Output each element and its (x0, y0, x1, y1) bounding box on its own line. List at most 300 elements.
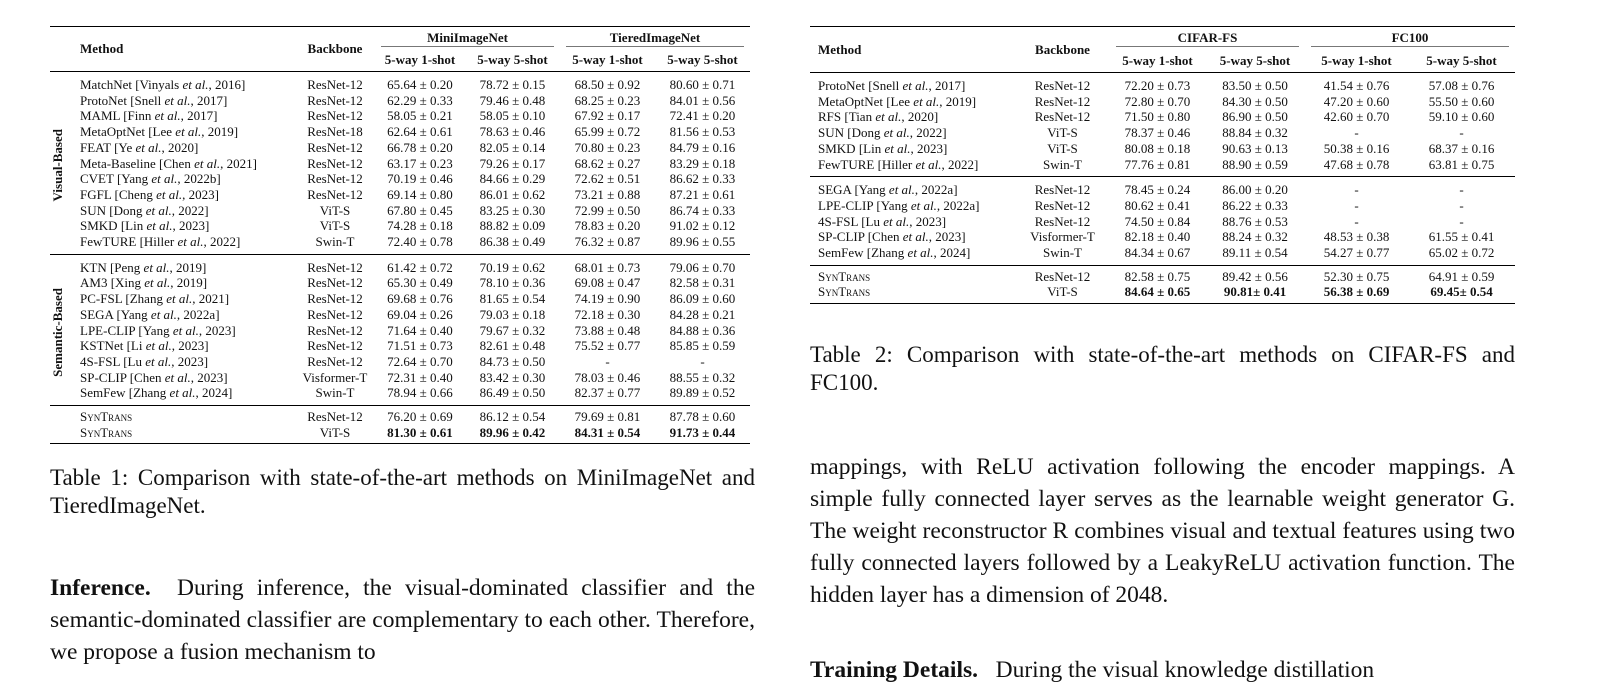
value-cell: 63.81 ± 0.75 (1428, 156, 1495, 172)
value-cell: 72.64 ± 0.70 (387, 353, 453, 369)
method-name: SEGA [Yang (80, 306, 151, 322)
et-al: et al. (182, 77, 209, 92)
method-name: SP-CLIP [Chen (818, 229, 903, 245)
method-year: , 2020] (161, 139, 199, 155)
method-year: , 2022] (203, 234, 241, 250)
value-cell: - (700, 353, 705, 369)
method-cell (80, 254, 295, 275)
value-cell: 78.94 ± 0.66 (387, 385, 453, 401)
table-row-ours (810, 284, 1515, 303)
backbone-cell: ResNet-18 (307, 124, 363, 140)
training-details-body: During the visual knowledge distillation (995, 657, 1375, 683)
et-al: et al. (902, 78, 929, 93)
value-cell: 76.32 ± 0.87 (574, 234, 641, 250)
header-sub: 5-way 1-shot (572, 52, 643, 68)
method-cell (810, 245, 1015, 265)
value-cell: 88.90 ± 0.59 (1222, 156, 1288, 172)
method-year: , 2022] (909, 125, 947, 141)
et-al: et al. (888, 182, 915, 198)
method-cell (80, 187, 295, 203)
empty-cell (50, 406, 80, 425)
backbone-cell: ResNet-12 (1034, 109, 1091, 125)
method-name: LPE-CLIP [Yang (80, 322, 173, 338)
header-group-1: CIFAR-FS (1116, 30, 1299, 47)
table-row (50, 72, 750, 93)
et-al: et al. (172, 322, 199, 338)
et-al: et al. (175, 124, 202, 140)
backbone-cell: ResNet-12 (307, 186, 363, 202)
value-cell: 86.12 ± 0.54 (479, 409, 546, 425)
architecture-paragraph (810, 451, 1515, 611)
et-al: et al. (164, 92, 191, 108)
value-cell: 79.03 ± 0.18 (479, 306, 546, 322)
value-cell: 79.06 ± 0.70 (669, 259, 736, 275)
method-year: , 2022] (941, 156, 979, 172)
header-backbone: Backbone (307, 41, 363, 57)
method-name: SemFew [Zhang (80, 385, 170, 401)
value-cell: 89.89 ± 0.52 (669, 385, 736, 401)
value-cell: 84.34 ± 0.67 (1124, 245, 1191, 261)
header-group-1: MiniImageNet (381, 30, 554, 47)
value-cell: 83.50 ± 0.50 (1222, 78, 1288, 93)
value-cell: 84.79 ± 0.16 (669, 139, 736, 155)
value-cell: 55.50 ± 0.60 (1428, 93, 1495, 109)
value-cell: 72.31 ± 0.40 (387, 369, 453, 385)
value-cell: - (1459, 213, 1464, 229)
value-cell: 71.50 ± 0.80 (1124, 109, 1191, 125)
method-cell (80, 338, 295, 354)
method-year: , 2024] (195, 385, 233, 401)
architecture-body: mappings, with ReLU activation following the encoder mappings. A simple fully connected layer serves as the learnable weight generator G. The weight reconstructor R combines visual and textual features using two fully connected layers followed by a LeakyReLU activation function. The hidden layer has a dimension of 2048. (810, 454, 1515, 608)
method-name: 4S-FSL [Lu (80, 353, 146, 369)
value-cell: 67.80 ± 0.45 (387, 202, 453, 218)
value-cell: 41.54 ± 0.76 (1323, 78, 1390, 93)
table-row (50, 218, 750, 234)
backbone-cell: ResNet-12 (307, 338, 363, 354)
method-year: , 2017] (190, 92, 228, 108)
method-cell (80, 354, 295, 370)
value-cell: 69.14 ± 0.80 (387, 186, 453, 202)
value-cell: - (1354, 197, 1359, 213)
method-cell (80, 72, 295, 93)
method-name: SMKD [Lin (818, 140, 885, 156)
et-al: et al. (875, 109, 902, 125)
method-name: KSTNet [Li (80, 338, 146, 354)
value-cell: 86.90 ± 0.50 (1222, 109, 1288, 125)
table-row (810, 141, 1515, 157)
et-al: et al. (144, 275, 171, 291)
method-cell: SynTrans (818, 268, 871, 284)
value-cell: 84.64 ± 0.65 (1124, 284, 1191, 300)
method-cell (810, 109, 1015, 125)
et-al: et al. (135, 139, 162, 155)
method-year: , 2017] (180, 108, 218, 124)
method-year: , 2023] (171, 353, 209, 369)
method-year: , 2023] (190, 369, 228, 385)
value-cell: 76.20 ± 0.69 (387, 409, 453, 425)
value-cell: 80.08 ± 0.18 (1124, 140, 1191, 156)
value-cell: 56.38 ± 0.69 (1323, 284, 1390, 300)
backbone-cell: Swin-T (1043, 245, 1082, 261)
backbone-cell: ViT-S (319, 218, 351, 234)
value-cell: 69.45± 0.54 (1430, 284, 1493, 300)
backbone-cell: Visformer-T (302, 369, 368, 385)
method-name: SUN [Dong (80, 202, 146, 218)
value-cell: - (1459, 182, 1464, 198)
value-cell: 69.68 ± 0.76 (387, 291, 453, 307)
value-cell: 84.31 ± 0.54 (574, 424, 641, 440)
value-cell: 62.64 ± 0.61 (387, 124, 453, 140)
value-cell: - (605, 353, 610, 369)
table-row (50, 203, 750, 219)
et-al: et al. (883, 125, 910, 141)
backbone-cell: Swin-T (315, 234, 355, 250)
training-details-paragraph (810, 654, 1515, 686)
value-cell: 74.19 ± 0.90 (574, 291, 641, 307)
method-name: ProtoNet [Snell (80, 92, 165, 108)
backbone-cell: Visformer-T (1030, 229, 1095, 245)
value-cell: 84.88 ± 0.36 (669, 322, 736, 338)
value-cell: 89.42 ± 0.56 (1222, 268, 1288, 284)
value-cell: 61.55 ± 0.41 (1428, 229, 1495, 245)
table-row (810, 125, 1515, 141)
value-cell: 79.46 ± 0.48 (479, 92, 546, 108)
value-cell: 72.99 ± 0.50 (574, 202, 641, 218)
value-cell: 91.73 ± 0.44 (669, 424, 736, 440)
value-cell: 71.64 ± 0.40 (387, 322, 453, 338)
table-row (810, 229, 1515, 245)
value-cell: 84.30 ± 0.50 (1222, 93, 1288, 109)
method-name: CVET [Yang (80, 171, 152, 187)
method-cell (80, 307, 295, 323)
table-row (50, 370, 750, 386)
value-cell: 70.19 ± 0.46 (387, 171, 453, 187)
method-name: SMKD [Lin (80, 218, 147, 234)
value-cell: 78.83 ± 0.20 (574, 218, 641, 234)
method-name: AM3 [Xing (80, 275, 145, 291)
value-cell: 63.17 ± 0.23 (387, 155, 453, 171)
method-year: , 2019] (201, 124, 239, 140)
et-al: et al. (156, 186, 183, 202)
method-cell (810, 157, 1015, 177)
et-al: et al. (150, 306, 177, 322)
value-cell: 82.05 ± 0.14 (479, 139, 546, 155)
et-al: et al. (151, 171, 178, 187)
table-row (810, 73, 1515, 94)
method-cell (810, 94, 1015, 110)
et-al: et al. (164, 369, 191, 385)
backbone-cell: ResNet-12 (1034, 93, 1091, 109)
backbone-cell: ResNet-12 (1034, 78, 1091, 93)
backbone-cell: ViT-S (1047, 140, 1078, 156)
section-label-cell (50, 254, 80, 405)
et-al: et al. (913, 93, 940, 109)
et-al: et al. (884, 140, 911, 156)
table-row-ours (50, 425, 750, 444)
method-name: RFS [Tian (818, 109, 876, 125)
value-cell: 47.68 ± 0.78 (1323, 156, 1390, 172)
method-cell (80, 291, 295, 307)
method-year: , 2023] (172, 218, 210, 234)
method-name: FGFL [Cheng (80, 186, 157, 202)
section-label: Semantic-Based (50, 287, 65, 377)
method-year: , 2017] (928, 78, 966, 93)
table-row (810, 157, 1515, 177)
method-year: , 2022] (171, 202, 209, 218)
et-al: et al. (902, 229, 929, 245)
value-cell: 90.63 ± 0.13 (1222, 140, 1288, 156)
value-cell: 81.65 ± 0.54 (479, 291, 546, 307)
method-cell (810, 214, 1015, 230)
method-year: , 2023] (171, 338, 209, 354)
method-cell (80, 385, 295, 405)
header-sub: 5-way 5-shot (1219, 53, 1291, 69)
value-cell: 65.64 ± 0.20 (387, 77, 453, 92)
backbone-cell: ResNet-12 (1034, 268, 1091, 284)
method-cell (810, 141, 1015, 157)
table-row (810, 214, 1515, 230)
table-row (50, 187, 750, 203)
value-cell: - (1354, 125, 1359, 141)
method-year: , 2019] (169, 259, 207, 275)
value-cell: 68.37 ± 0.16 (1428, 140, 1495, 156)
value-cell: 84.66 ± 0.29 (479, 171, 546, 187)
table-row (50, 307, 750, 323)
value-cell: 61.42 ± 0.72 (387, 259, 453, 275)
backbone-cell: ResNet-12 (307, 171, 363, 187)
method-year: , 2019] (939, 93, 977, 109)
value-cell: 73.88 ± 0.48 (574, 322, 641, 338)
method-name: FewTURE [Hiller (80, 234, 178, 250)
inference-heading: Inference. (50, 575, 151, 601)
table-row (810, 94, 1515, 110)
value-cell: 86.22 ± 0.33 (1222, 197, 1288, 213)
value-cell: 84.73 ± 0.50 (479, 353, 546, 369)
et-al: et al. (194, 155, 221, 171)
section-label-cell (50, 72, 80, 255)
value-cell: 90.81± 0.41 (1223, 284, 1287, 300)
value-cell: 62.29 ± 0.33 (387, 92, 453, 108)
header-sub: 5-way 5-shot (667, 52, 738, 68)
backbone-cell: ResNet-12 (307, 322, 363, 338)
table-row (50, 124, 750, 140)
value-cell: 78.10 ± 0.36 (479, 275, 546, 291)
method-cell (80, 323, 295, 339)
value-cell: 86.00 ± 0.20 (1222, 182, 1288, 198)
value-cell: 87.78 ± 0.60 (669, 409, 736, 425)
value-cell: 79.26 ± 0.17 (479, 155, 546, 171)
table-row (50, 354, 750, 370)
value-cell: 80.60 ± 0.71 (669, 77, 736, 92)
table-row (810, 245, 1515, 265)
value-cell: 67.92 ± 0.17 (574, 108, 641, 124)
value-cell: 81.30 ± 0.61 (387, 424, 453, 440)
method-year: , 2023] (928, 229, 966, 245)
backbone-cell: ResNet-12 (307, 291, 363, 307)
value-cell: 68.50 ± 0.92 (574, 77, 641, 92)
method-cell (810, 198, 1015, 214)
method-year: , 2023] (909, 213, 947, 229)
header-sub: 5-way 1-shot (1122, 53, 1193, 69)
header-group-2: TieredImageNet (566, 30, 744, 47)
et-al: et al. (166, 291, 193, 307)
value-cell: 87.21 ± 0.61 (669, 186, 736, 202)
value-cell: 47.20 ± 0.60 (1323, 93, 1390, 109)
method-year: , 2023] (198, 322, 236, 338)
method-name: Meta-Baseline [Chen (80, 155, 195, 171)
value-cell: 80.62 ± 0.41 (1124, 197, 1191, 213)
method-name: ProtoNet [Snell (818, 78, 903, 93)
method-cell (80, 275, 295, 291)
value-cell: 71.51 ± 0.73 (387, 338, 453, 354)
value-cell: - (1354, 213, 1359, 229)
table-row (50, 234, 750, 254)
method-name: LPE-CLIP [Yang (818, 197, 911, 213)
method-name: SP-CLIP [Chen (80, 369, 165, 385)
value-cell: 57.08 ± 0.76 (1428, 78, 1495, 93)
header-backbone: Backbone (1035, 41, 1090, 57)
value-cell: 88.82 ± 0.09 (479, 218, 546, 234)
value-cell: 82.37 ± 0.77 (574, 385, 641, 401)
method-year: , 2021] (220, 155, 257, 171)
table-row (50, 140, 750, 156)
method-year: , 2019] (170, 275, 208, 291)
value-cell: 64.91 ± 0.59 (1428, 268, 1495, 284)
table-row (810, 109, 1515, 125)
value-cell: 65.99 ± 0.72 (574, 124, 641, 140)
method-cell (80, 203, 295, 219)
table-row (810, 177, 1515, 198)
value-cell: 72.62 ± 0.51 (574, 171, 641, 187)
value-cell: 75.52 ± 0.77 (574, 338, 641, 354)
table-row (810, 198, 1515, 214)
backbone-cell: ResNet-12 (1034, 213, 1091, 229)
method-name: MetaOptNet [Lee (818, 93, 914, 109)
method-cell (80, 156, 295, 172)
value-cell: 72.80 ± 0.70 (1124, 93, 1191, 109)
method-cell (80, 171, 295, 187)
value-cell: 91.02 ± 0.12 (669, 218, 736, 234)
backbone-cell: ResNet-12 (307, 92, 363, 108)
value-cell: 82.58 ± 0.31 (669, 275, 736, 291)
value-cell: 85.85 ± 0.59 (669, 338, 736, 354)
value-cell: 88.24 ± 0.32 (1222, 229, 1288, 245)
et-al: et al. (915, 156, 942, 172)
et-al: et al. (907, 245, 934, 261)
value-cell: 84.28 ± 0.21 (669, 306, 736, 322)
method-year: , 2020] (901, 109, 939, 125)
method-name: 4S-FSL [Lu (818, 213, 884, 229)
value-cell: - (1459, 125, 1464, 141)
table-row (50, 385, 750, 405)
backbone-cell: ResNet-12 (307, 155, 363, 171)
value-cell: 88.76 ± 0.53 (1222, 213, 1288, 229)
table-2 (810, 26, 1515, 304)
value-cell: 86.74 ± 0.33 (669, 202, 736, 218)
et-al: et al. (883, 213, 910, 229)
backbone-cell: ResNet-12 (307, 353, 363, 369)
value-cell: 78.45 ± 0.24 (1124, 182, 1191, 198)
header-sub: 5-way 1-shot (1321, 53, 1392, 69)
method-cell: SynTrans (818, 284, 871, 300)
value-cell: 72.41 ± 0.20 (669, 108, 736, 124)
value-cell: 86.09 ± 0.60 (669, 291, 736, 307)
value-cell: 78.37 ± 0.46 (1124, 125, 1191, 141)
et-al: et al. (169, 385, 196, 401)
table-1 (50, 26, 750, 444)
value-cell: 83.29 ± 0.18 (669, 155, 736, 171)
method-year: , 2021] (192, 291, 230, 307)
value-cell: 69.04 ± 0.26 (387, 306, 453, 322)
method-year: , 2022a] (176, 306, 220, 322)
method-name: SUN [Dong (818, 125, 884, 141)
value-cell: 79.67 ± 0.32 (479, 322, 546, 338)
method-year: , 2022a] (936, 197, 980, 213)
table-row-ours (810, 265, 1515, 284)
method-year: , 2024] (933, 245, 971, 261)
value-cell: 83.25 ± 0.30 (479, 202, 546, 218)
value-cell: 82.61 ± 0.48 (479, 338, 546, 354)
table-row (50, 93, 750, 109)
value-cell: 58.05 ± 0.21 (387, 108, 453, 124)
method-cell (80, 218, 295, 234)
backbone-cell: Swin-T (1043, 156, 1082, 172)
value-cell: 48.53 ± 0.38 (1323, 229, 1390, 245)
header-sub: 5-way 5-shot (477, 52, 548, 68)
method-cell (80, 234, 295, 254)
method-cell (80, 93, 295, 109)
value-cell: 73.21 ± 0.88 (574, 186, 641, 202)
value-cell: 86.01 ± 0.62 (479, 186, 546, 202)
method-name: MetaOptNet [Lee (80, 124, 176, 140)
value-cell: 77.76 ± 0.81 (1124, 156, 1191, 172)
et-al: et al. (145, 353, 172, 369)
training-details-heading: Training Details. (810, 657, 978, 683)
method-cell (810, 229, 1015, 245)
method-cell (80, 124, 295, 140)
method-name: KTN [Peng (80, 259, 144, 275)
et-al: et al. (910, 197, 937, 213)
backbone-cell: ViT-S (319, 424, 351, 440)
value-cell: 82.58 ± 0.75 (1124, 268, 1191, 284)
value-cell: 83.42 ± 0.30 (479, 369, 546, 385)
header-group-2: FC100 (1311, 30, 1509, 47)
header-sub: 5-way 1-shot (384, 52, 456, 68)
method-name: FEAT [Ye (80, 139, 136, 155)
value-cell: 74.50 ± 0.84 (1124, 213, 1191, 229)
method-name: PC-FSL [Zhang (80, 291, 167, 307)
value-cell: 72.18 ± 0.30 (574, 306, 641, 322)
et-al: et al. (177, 234, 204, 250)
table-row (50, 156, 750, 172)
method-name: FewTURE [Hiller (818, 156, 916, 172)
value-cell: 68.25 ± 0.23 (574, 92, 641, 108)
method-name: MatchNet [Vinyals (80, 77, 183, 92)
value-cell: 82.18 ± 0.40 (1124, 229, 1191, 245)
value-cell: 54.27 ± 0.77 (1323, 245, 1390, 261)
method-cell: SynTrans (80, 424, 133, 440)
backbone-cell: ResNet-12 (307, 77, 363, 92)
value-cell: 74.28 ± 0.18 (387, 218, 453, 234)
backbone-cell: ResNet-12 (1034, 182, 1091, 198)
value-cell: 58.05 ± 0.10 (479, 108, 546, 124)
method-cell: SynTrans (80, 409, 133, 425)
method-cell (80, 108, 295, 124)
table-row (50, 323, 750, 339)
table-row (50, 338, 750, 354)
backbone-cell: ResNet-12 (307, 306, 363, 322)
method-year: , 2022a] (914, 182, 958, 198)
